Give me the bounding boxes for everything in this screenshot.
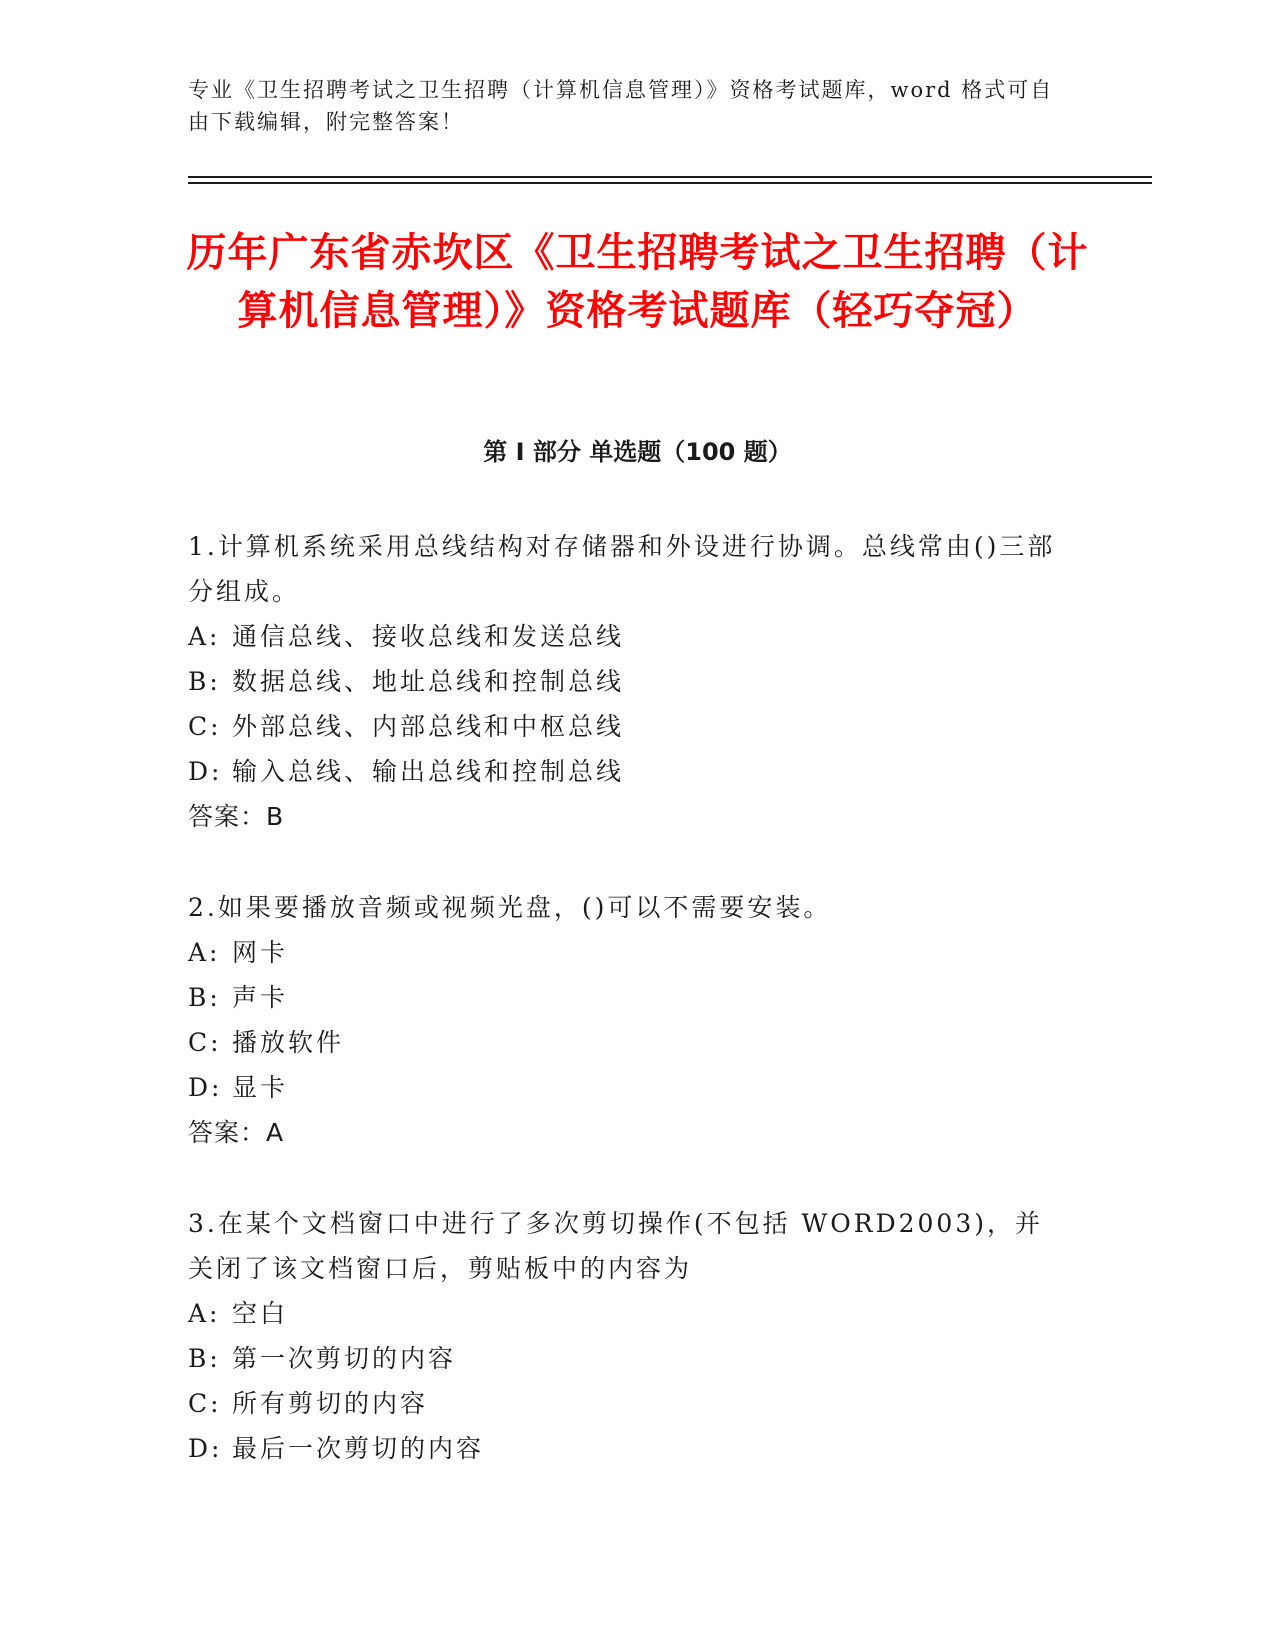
option-c xyxy=(188,704,1068,749)
option-letter: C: xyxy=(188,712,222,741)
question-item xyxy=(188,1201,1068,1471)
question-item xyxy=(188,524,1068,839)
question-stem: 3.在某个文档窗口中进行了多次剪切操作(不包括 WORD2003)，并关闭了该文档窗口后，剪贴板中的内容为 xyxy=(188,1209,1043,1283)
option-d xyxy=(188,1065,1068,1110)
option-b xyxy=(188,975,1068,1020)
intro-text: 专业《卫生招聘考试之卫生招聘（计算机信息管理）》资格考试题库，word 格式可自由下载编辑，附完整答案！ xyxy=(188,78,1054,134)
option-text: 播放软件 xyxy=(232,1028,345,1057)
option-letter: B: xyxy=(188,667,221,696)
question-list xyxy=(188,524,1068,1517)
option-letter: B: xyxy=(188,983,221,1012)
option-letter: B: xyxy=(188,1344,221,1373)
option-b xyxy=(188,1336,1068,1381)
question-stem: 2.如果要播放音频或视频光盘，()可以不需要安装。 xyxy=(188,893,832,922)
option-a xyxy=(188,930,1068,975)
option-letter: A: xyxy=(188,622,221,651)
section-heading: 第 I 部分 单选题（100 题） xyxy=(483,438,792,466)
option-a xyxy=(188,614,1068,659)
header-divider-top xyxy=(188,176,1152,178)
option-letter: C: xyxy=(188,1389,222,1418)
option-text: 外部总线、内部总线和中枢总线 xyxy=(232,712,625,741)
option-text: 最后一次剪切的内容 xyxy=(232,1434,485,1463)
option-letter: A: xyxy=(188,1299,221,1328)
option-d xyxy=(188,749,1068,794)
option-c xyxy=(188,1020,1068,1065)
option-text: 显卡 xyxy=(232,1073,289,1102)
option-d xyxy=(188,1426,1068,1471)
option-text: 声卡 xyxy=(232,983,289,1012)
option-text: 通信总线、接收总线和发送总线 xyxy=(232,622,625,651)
answer-line: 答案：A xyxy=(188,1118,285,1147)
option-text: 空白 xyxy=(232,1299,289,1328)
header-divider-bottom xyxy=(188,182,1152,184)
option-letter: A: xyxy=(188,938,221,967)
option-letter: D: xyxy=(188,1073,223,1102)
question-stem: 1.计算机系统采用总线结构对存储器和外设进行协调。总线常由()三部分组成。 xyxy=(188,532,1056,606)
option-a xyxy=(188,1291,1068,1336)
answer-line: 答案：B xyxy=(188,802,285,831)
option-b xyxy=(188,659,1068,704)
document-title: 历年广东省赤坎区《卫生招聘考试之卫生招聘（计算机信息管理）》资格考试题库（轻巧夺冠） xyxy=(186,230,1089,334)
option-c xyxy=(188,1381,1068,1426)
option-letter: D: xyxy=(188,757,223,786)
option-letter: C: xyxy=(188,1028,222,1057)
option-text: 输入总线、输出总线和控制总线 xyxy=(232,757,625,786)
option-text: 网卡 xyxy=(232,938,289,967)
option-text: 第一次剪切的内容 xyxy=(232,1344,457,1373)
option-letter: D: xyxy=(188,1434,223,1463)
option-text: 所有剪切的内容 xyxy=(232,1389,429,1418)
question-item xyxy=(188,885,1068,1155)
option-text: 数据总线、地址总线和控制总线 xyxy=(232,667,625,696)
